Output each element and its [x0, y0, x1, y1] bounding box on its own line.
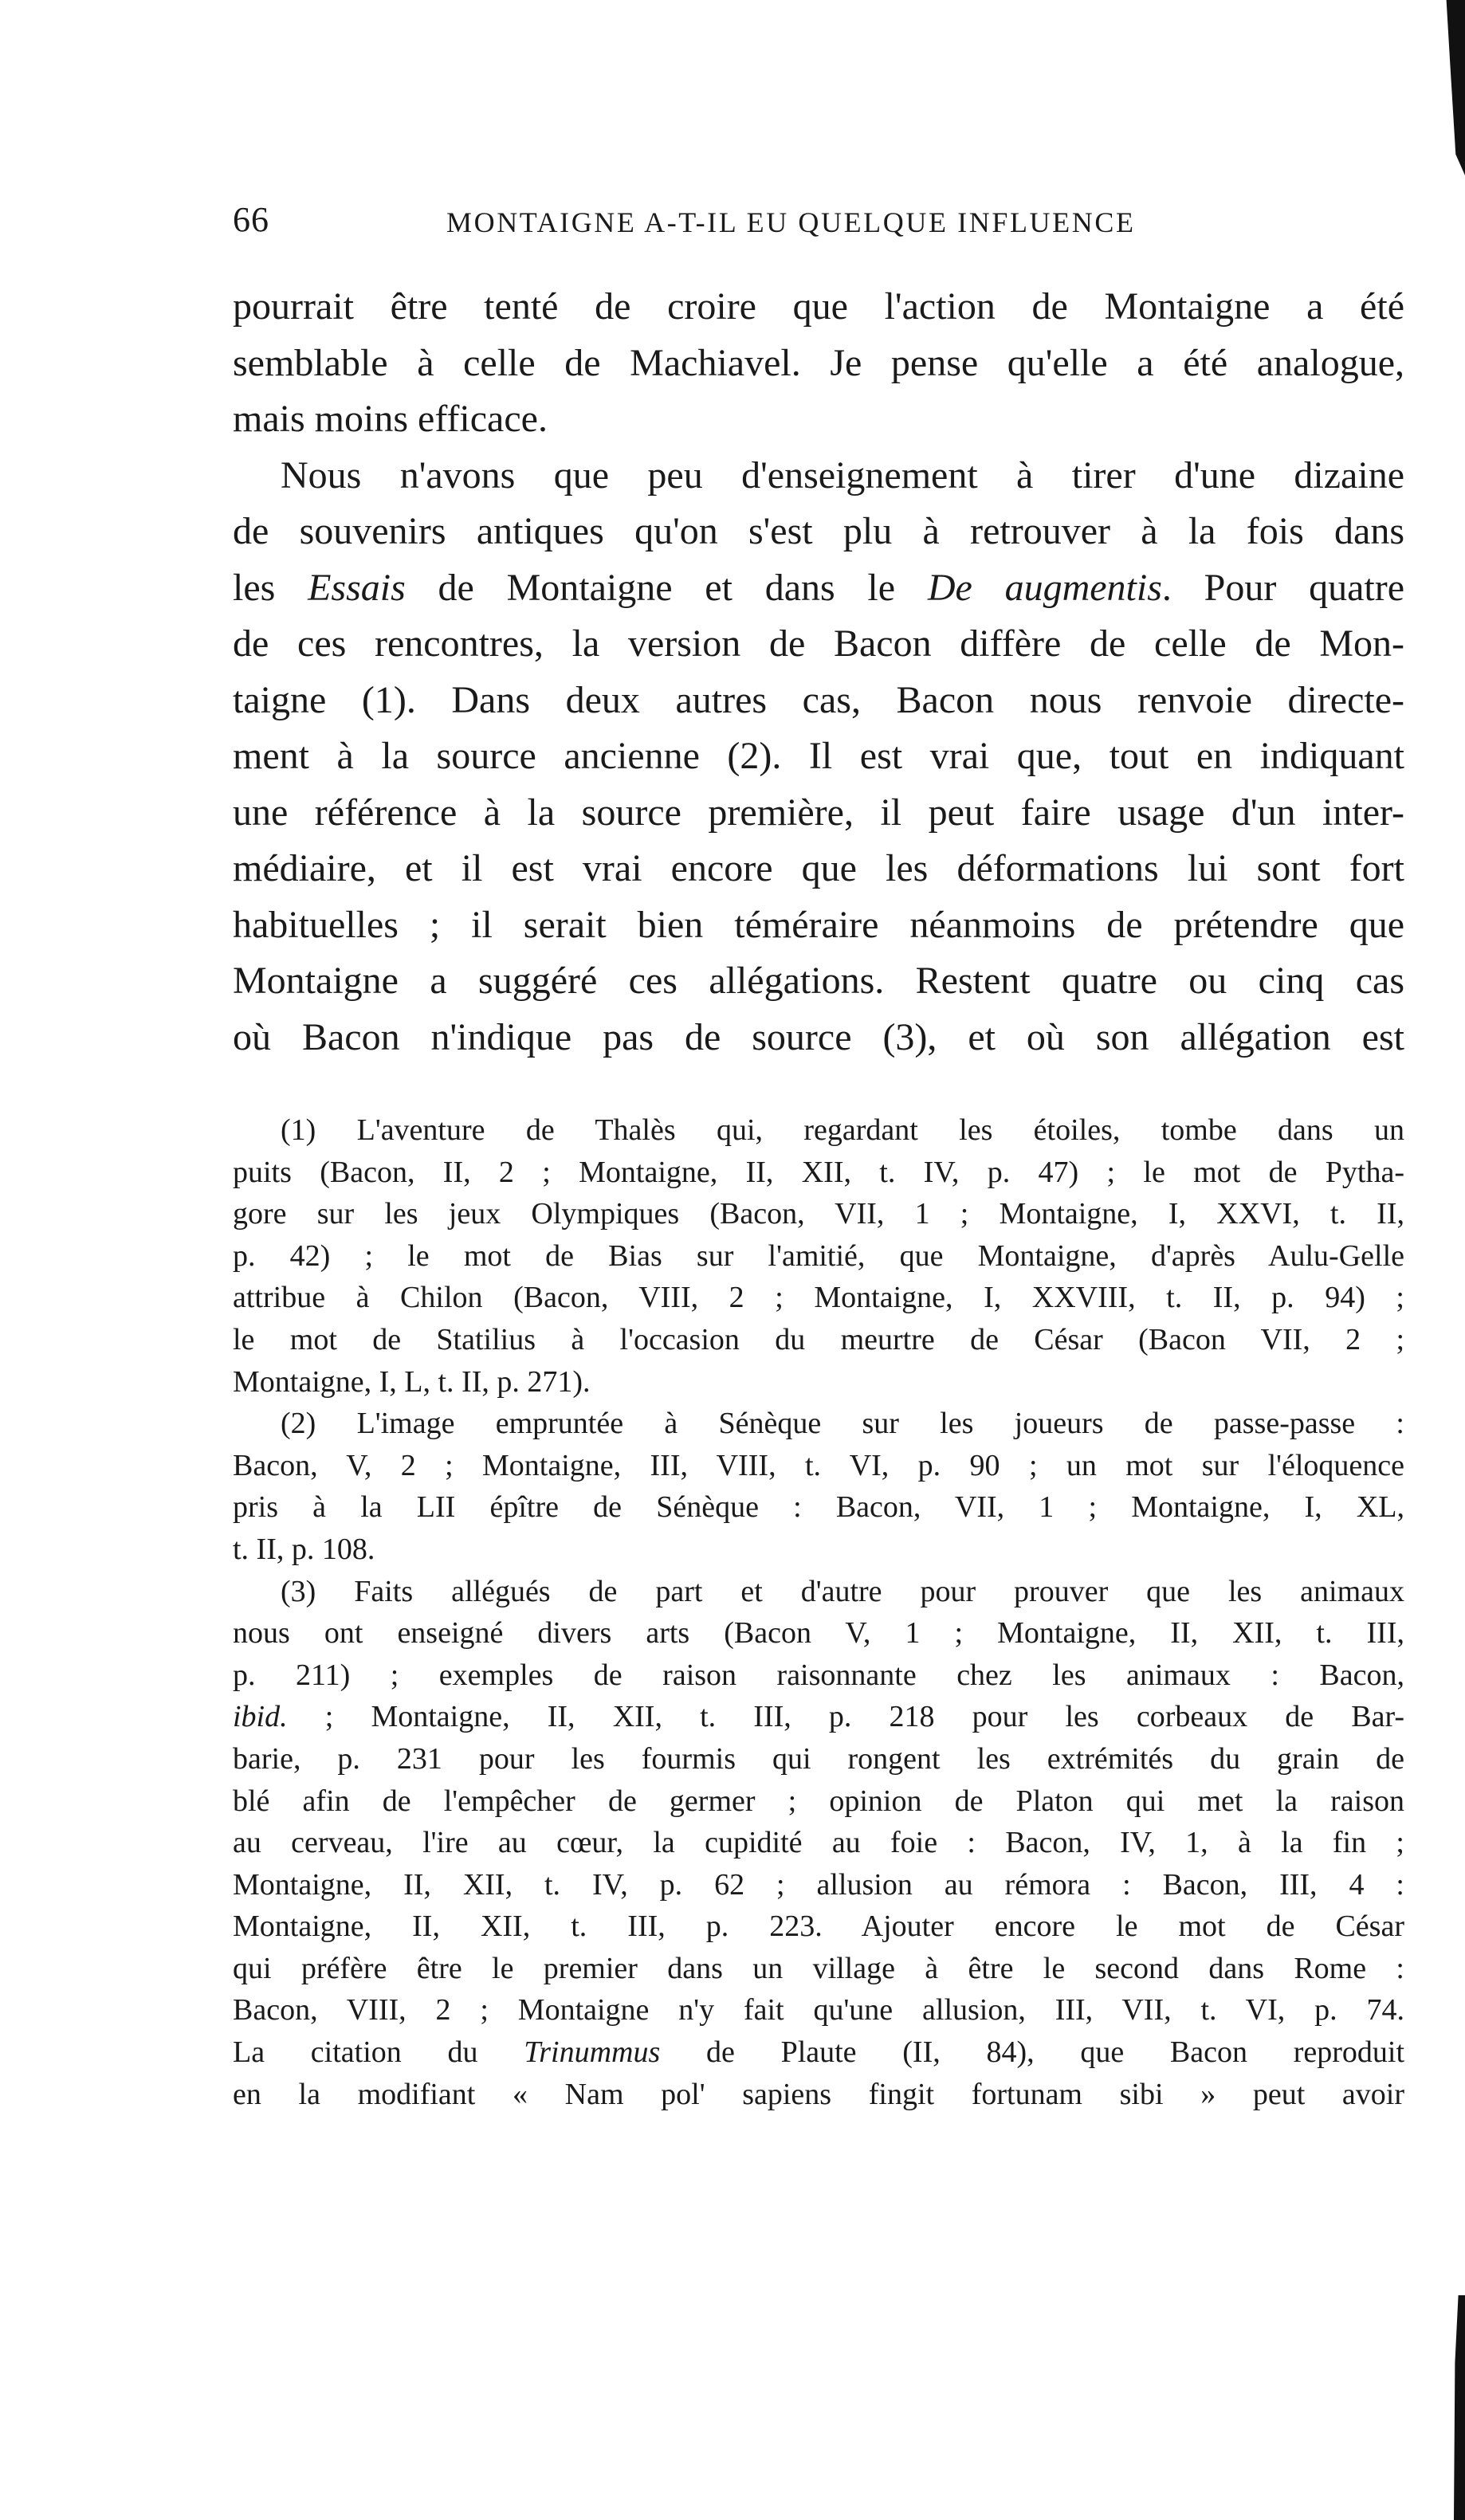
footnote-line: nous ont enseigné divers arts (Bacon V, 1 ; Montaigne, II, XII, t. III,	[233, 1616, 1404, 1651]
footnote-line: puits (Bacon, II, 2 ; Montaigne, II, XII, t. IV, p. 47) ; le mot de Pytha-	[233, 1155, 1404, 1189]
footnote-line: Montaigne, I, L, t. II, p. 271).	[233, 1364, 591, 1399]
footnote-line: (1) L'aventure de Thalès qui, regardant les étoiles, tombe dans un	[281, 1113, 1404, 1147]
footnote-line: p. 42) ; le mot de Bias sur l'amitié, que Montaigne, d'après Aulu-Gelle	[233, 1238, 1404, 1273]
body-line: une référence à la source première, il peut faire usage d'un inter-	[233, 791, 1404, 834]
footnote-line: p. 211) ; exemples de raison raisonnante chez les animaux : Bacon,	[233, 1658, 1404, 1692]
page-number: 66	[233, 200, 269, 239]
scan-edge-mark	[1444, 0, 1465, 175]
body-line: semblable à celle de Machiavel. Je pense qu'elle a été analogue,	[233, 341, 1404, 384]
footnote-line: le mot de Statilius à l'occasion du meurtre de César (Bacon VII, 2 ;	[233, 1322, 1404, 1356]
body-text	[233, 279, 1404, 1066]
body-line: mais moins efficace.	[233, 398, 548, 440]
footnote-line: La citation du Trinummus de Plaute (II, 84), que Bacon reproduit	[233, 2035, 1404, 2070]
body-line: habituelles ; il serait bien téméraire néanmoins de prétendre que	[233, 903, 1404, 946]
body-line: ment à la source ancienne (2). Il est vrai que, tout en indiquant	[233, 735, 1404, 777]
footnote-3	[233, 1571, 1404, 2116]
footnote-line: barie, p. 231 pour les fourmis qui rongent les extrémités du grain de	[233, 1741, 1404, 1776]
footnote-line: blé afin de l'empêcher de germer ; opinion de Platon qui met la raison	[233, 1784, 1404, 1818]
footnotes	[233, 1109, 1404, 2115]
footnote-line: qui préfère être le premier dans un village à être le second dans Rome :	[233, 1951, 1404, 1985]
body-line: où Bacon n'indique pas de source (3), et où son allégation est	[233, 1015, 1404, 1058]
body-line: médiaire, et il est vrai encore que les déformations lui sont fort	[233, 847, 1404, 889]
scan-edge-mark	[1454, 2295, 1465, 2520]
body-line: Montaigne a suggéré ces allégations. Restent quatre ou cinq cas	[233, 960, 1404, 1002]
footnote-line: gore sur les jeux Olympiques (Bacon, VII, 1 ; Montaigne, I, XXVI, t. II,	[233, 1197, 1404, 1231]
footnote-line: (2) L'image empruntée à Sénèque sur les joueurs de passe-passe :	[281, 1407, 1404, 1441]
body-line: Nous n'avons que peu d'enseignement à tirer d'une dizaine	[281, 453, 1404, 497]
footnote-2	[233, 1403, 1404, 1570]
footnote-line: pris à la LII épître de Sénèque : Bacon, VII, 1 ; Montaigne, I, XL,	[233, 1490, 1404, 1525]
footnote-line: au cerveau, l'ire au cœur, la cupidité au foie : Bacon, IV, 1, à la fin ;	[233, 1826, 1404, 1860]
footnote-line: Montaigne, II, XII, t. III, p. 223. Ajouter encore le mot de César	[233, 1910, 1404, 1944]
running-title: MONTAIGNE A-T-IL EU QUELQUE INFLUENCE	[446, 206, 1136, 238]
footnote-line: en la modifiant « Nam pol' sapiens fingit fortunam sibi » peut avoir	[233, 2077, 1404, 2111]
body-line: de ces rencontres, la version de Bacon diffère de celle de Mon-	[233, 622, 1404, 665]
body-line: de souvenirs antiques qu'on s'est plu à retrouver à la fois dans	[233, 510, 1404, 552]
footnote-line: ibid. ; Montaigne, II, XII, t. III, p. 218 pour les corbeaux de Bar-	[233, 1700, 1404, 1734]
footnote-line: Bacon, VIII, 2 ; Montaigne n'y fait qu'une allusion, III, VII, t. VI, p. 74.	[233, 1993, 1404, 2027]
footnote-line: t. II, p. 108.	[233, 1532, 375, 1566]
running-head	[233, 199, 1404, 247]
body-line: pourrait être tenté de croire que l'action de Montaigne a été	[233, 285, 1404, 328]
body-line: taigne (1). Dans deux autres cas, Bacon nous renvoie directe-	[233, 678, 1404, 721]
footnote-line: Bacon, V, 2 ; Montaigne, III, VIII, t. VI, p. 90 ; un mot sur l'éloquence	[233, 1448, 1404, 1482]
footnote-line: Montaigne, II, XII, t. IV, p. 62 ; allusion au rémora : Bacon, III, 4 :	[233, 1867, 1404, 1902]
footnote-line: attribue à Chilon (Bacon, VIII, 2 ; Montaigne, I, XXVIII, t. II, p. 94) ;	[233, 1281, 1404, 1315]
footnote-1	[233, 1109, 1404, 1403]
body-line: les Essais de Montaigne et dans le De augmentis. Pour quatre	[233, 566, 1405, 609]
footnote-line: (3) Faits allégués de part et d'autre pour prouver que les animaux	[281, 1574, 1404, 1608]
